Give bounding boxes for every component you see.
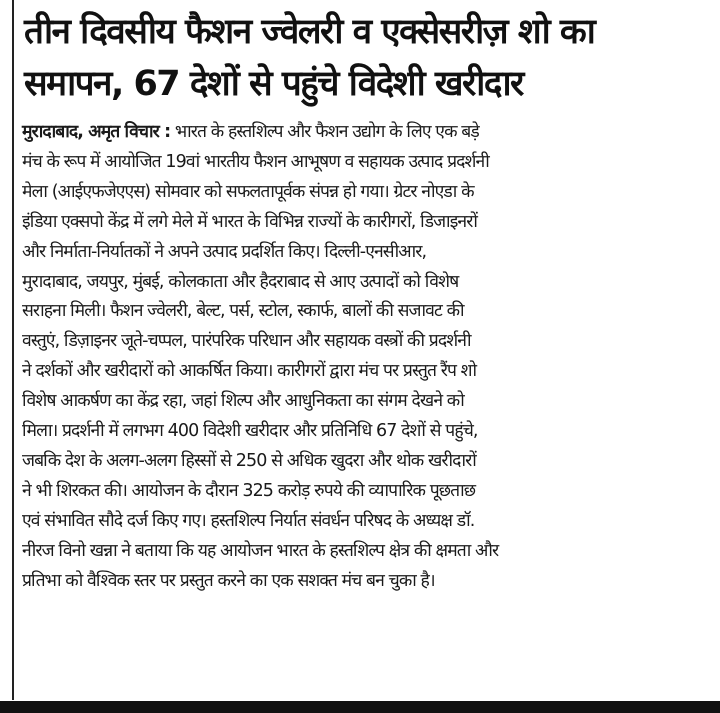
article-line-9: ने दर्शकों और खरीदारों को आकर्षित किया। कारीगरों द्वारा मंच पर प्रस्तुत रैंप शो [22,361,477,382]
article-line-16: प्रतिभा को वैश्विक स्तर पर प्रस्तुत करने का एक सशक्त मंच बन चुका है। [22,570,435,591]
article-line-4: इंडिया एक्सपो केंद्र में लगे मेले में भारत के विभिन्न राज्यों के कारीगरों, डिजाइनरों [22,211,477,232]
article-line-8: वस्तुएं, डिज़ाइनर जूते-चप्पल, पारंपरिक परिधान और सहायक वस्त्रों की प्रदर्शनी [22,331,471,352]
article-line-12: जबकि देश के अलग-अलग हिस्सों से 250 से अधिक खुदरा और थोक खरीदारों [22,450,476,471]
article-line-2: मंच के रूप में आयोजित 19वां भारतीय फैशन आभूषण व सहायक उत्पाद प्रदर्शनी [22,151,489,172]
article-line-15: नीरज विनो खन्ना ने बताया कि यह आयोजन भारत के हस्तशिल्प क्षेत्र की क्षमता और [22,540,499,561]
headline [24,6,714,110]
article-line-1-text: भारत के हस्तशिल्प और फैशन उद्योग के लिए एक बड़े [170,122,479,142]
headline-line-1: तीन दिवसीय फैशन ज्वेलरी व एक्सेसरीज़ शो का [24,12,595,52]
article-line-13: ने भी शिरकत की। आयोजन के दौरान 325 करोड़ रुपये की व्यापारिक पूछताछ [22,480,476,501]
article-line-14: एवं संभावित सौदे दर्ज किए गए। हस्तशिल्प निर्यात संवर्धन परिषद के अध्यक्ष डॉ. [22,510,475,531]
article-line-5: और निर्माता-निर्यातकों ने अपने उत्पाद प्रदर्शित किए। दिल्ली-एनसीआर, [22,241,427,262]
article-line-7: सराहना मिली। फैशन ज्वेलरी, बेल्ट, पर्स, स्टोल, स्कार्फ, बालों की सजावट की [22,301,464,322]
column-rule [12,0,14,700]
bottom-border [0,701,720,713]
article-line-3: मेला (आईएफजेएएस) सोमवार को सफलतापूर्वक संपन्न हो गया। ग्रेटर नोएडा के [22,181,474,202]
article-line-6: मुरादाबाद, जयपुर, मुंबई, कोलकाता और हैदराबाद से आए उत्पादों को विशेष [22,271,459,292]
article-line-11: मिला। प्रदर्शनी में लगभग 400 विदेशी खरीदार और प्रतिनिधि 67 देशों से पहुंचे, [22,421,478,442]
dateline: मुरादाबाद, अमृत विचार : [22,122,171,142]
headline-line-2: समापन, 67 देशों से पहुंचे विदेशी खरीदार [24,64,523,104]
article-line-10: विशेष आकर्षण का केंद्र रहा, जहां शिल्प और आधुनिकता का संगम देखने को [22,391,464,412]
article-body [22,118,718,597]
article-line-1 [22,118,718,148]
